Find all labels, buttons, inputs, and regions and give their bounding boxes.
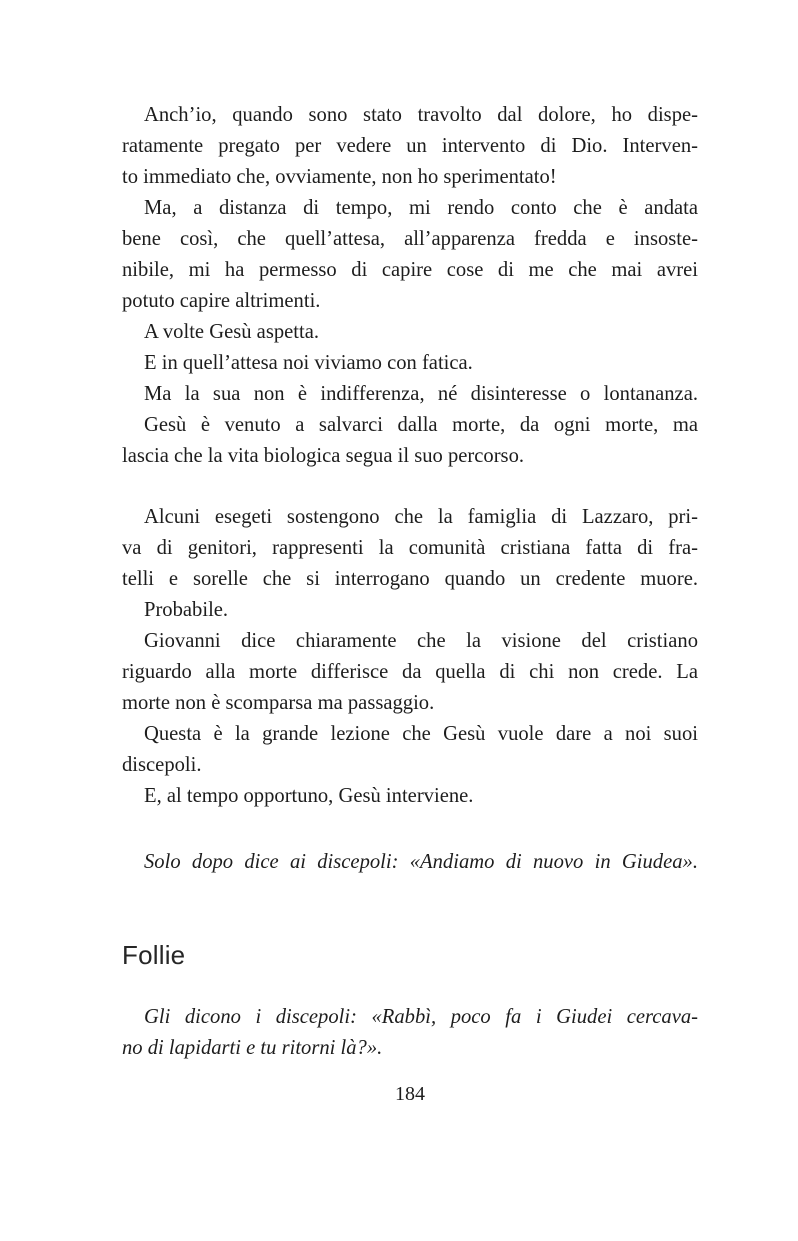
scripture-quote xyxy=(122,1002,698,1064)
quote-line: Solo dopo dice ai discepoli: «Andiamo di nuovo in Giudea». xyxy=(144,851,698,873)
body-line: Anch’io, quando sono stato travolto dal dolore, ho dispe- xyxy=(144,104,698,126)
body-line: to immediato che, ovviamente, non ho sperimentato! xyxy=(122,166,557,188)
body-line: Ma la sua non è indifferenza, né disinteresse o lontananza. xyxy=(144,383,698,405)
body-paragraph xyxy=(122,410,698,472)
body-paragraph xyxy=(122,379,698,410)
body-line: va di genitori, rappresenti la comunità cristiana fatta di fra- xyxy=(122,537,698,559)
body-line: E in quell’attesa noi viviamo con fatica. xyxy=(144,352,473,374)
body-paragraph xyxy=(122,193,698,317)
section-heading: Follie xyxy=(122,940,186,970)
quote-line: Gli dicono i discepoli: «Rabbì, poco fa i Giudei cercava- xyxy=(144,1006,698,1028)
body-line: ratamente pregato per vedere un intervento di Dio. Interven- xyxy=(122,135,698,157)
body-line: nibile, mi ha permesso di capire cose di me che mai avrei xyxy=(122,259,698,281)
body-paragraph xyxy=(122,502,698,595)
body-line: potuto capire altrimenti. xyxy=(122,290,321,312)
body-line: Questa è la grande lezione che Gesù vuole dare a noi suoi xyxy=(144,723,698,745)
scripture-quote xyxy=(122,847,698,878)
body-line: telli e sorelle che si interrogano quando un credente muore. xyxy=(122,568,698,590)
body-line: Ma, a distanza di tempo, mi rendo conto che è andata xyxy=(144,197,698,219)
body-paragraph xyxy=(122,317,698,348)
body-line: discepoli. xyxy=(122,754,202,776)
body-line: bene così, che quell’attesa, all’apparenza fredda e insoste- xyxy=(122,228,698,250)
body-line: morte non è scomparsa ma passaggio. xyxy=(122,692,435,714)
body-line: Alcuni esegeti sostengono che la famiglia di Lazzaro, pri- xyxy=(144,506,698,528)
body-paragraph xyxy=(122,719,698,781)
body-paragraph xyxy=(122,595,698,626)
body-line: Probabile. xyxy=(144,599,229,621)
body-paragraph xyxy=(122,348,698,379)
quote-line: no di lapidarti e tu ritorni là?». xyxy=(122,1037,383,1059)
body-paragraph xyxy=(122,100,698,193)
body-line: E, al tempo opportuno, Gesù interviene. xyxy=(144,785,474,807)
body-paragraph xyxy=(122,781,698,812)
body-line: Giovanni dice chiaramente che la visione del cristiano xyxy=(144,630,698,652)
body-line: riguardo alla morte differisce da quella di chi non crede. La xyxy=(122,661,698,683)
body-line: Gesù è venuto a salvarci dalla morte, da ogni morte, ma xyxy=(144,414,698,436)
body-line: A volte Gesù aspetta. xyxy=(144,321,320,343)
page-number: 184 xyxy=(395,1083,425,1105)
body-paragraph xyxy=(122,626,698,719)
body-line: lascia che la vita biologica segua il suo percorso. xyxy=(122,445,525,467)
